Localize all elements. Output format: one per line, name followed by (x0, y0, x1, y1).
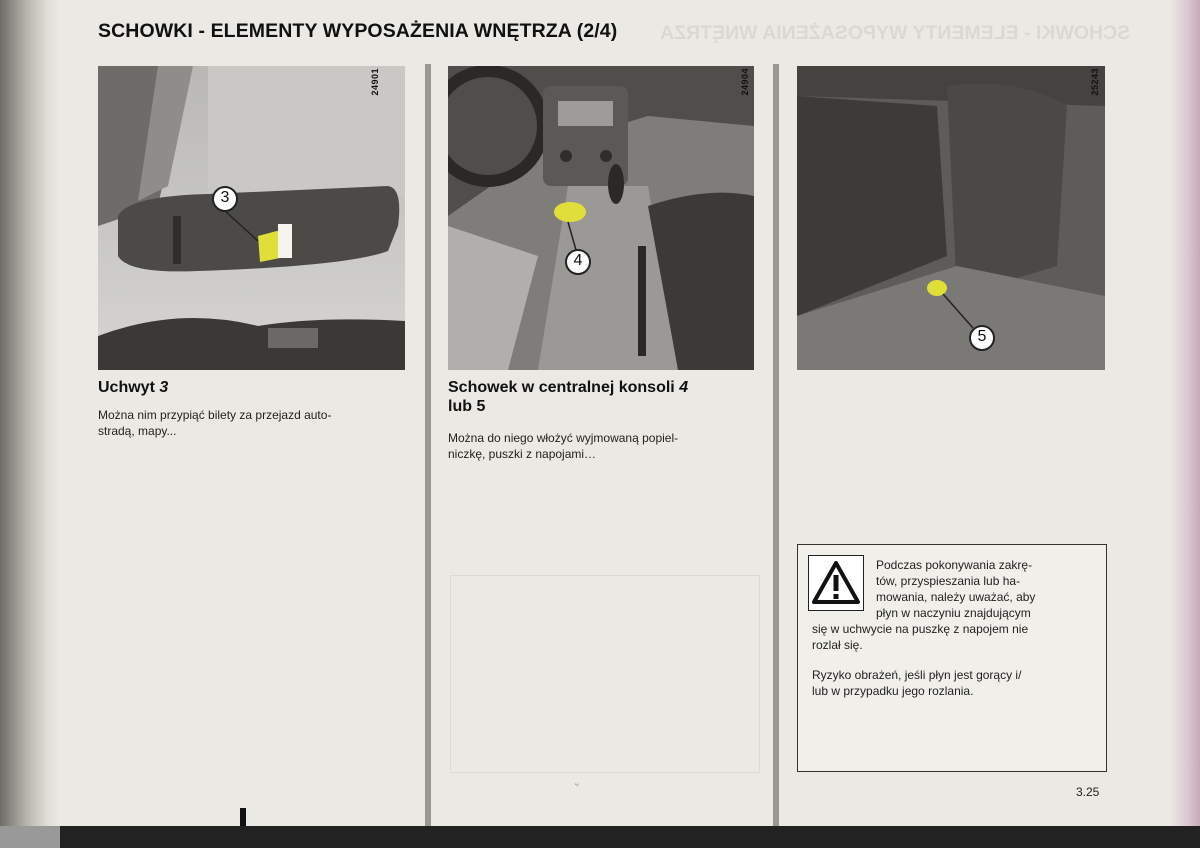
warning-text: się w uchwycie na puszkę z napojem nie rozlał się. (812, 622, 1029, 652)
photo-sun-visor (98, 66, 405, 370)
page-bottom-edge (0, 826, 60, 848)
photo-central-console (448, 66, 754, 370)
page-edge (1170, 0, 1200, 848)
warning-box (797, 544, 1107, 772)
section-text: Można nim przypiąć bilety za przejazd auto- stradą, mapy... (98, 408, 332, 438)
warning-text: Podczas pokonywania zakrę- tów, przyspieszania lub ha- mowania, należy uważać, aby płyn w naczyniu znajdującym (876, 558, 1036, 620)
page-number: 3.25 (1076, 785, 1100, 799)
book-spine (0, 0, 60, 848)
warning-triangle-icon (808, 555, 864, 611)
section-heading: Schowek w centralnej konsoli 4 lub 5 (448, 379, 689, 415)
print-mark: ᵕ (575, 780, 579, 791)
section-heading: Uchwyt 3 (98, 379, 169, 396)
image-ref: 24901 (370, 68, 380, 96)
callout-number: 3 (220, 189, 230, 206)
bleed-through-title: SCHOWKI - ELEMENTY WYPOSAŻENIA WNĘTRZA (660, 22, 1131, 44)
column-divider (773, 64, 779, 826)
section-text: Można do niego włożyć wyjmowaną popiel- niczkę, puszki z napojami… (448, 431, 679, 461)
page-title: SCHOWKI - ELEMENTY WYPOSAŻENIA WNĘTRZA (2/4) (98, 20, 618, 42)
print-bar-mark (240, 808, 246, 826)
image-ref: 24904 (740, 68, 750, 96)
page-bottom-edge (48, 826, 1200, 848)
warning-risk-text: Ryzyko obrażeń, jeśli płyn jest gorący i/ lub w przypadku jego rozlania. (812, 668, 1022, 698)
image-ref: 25243 (1090, 68, 1100, 96)
callout-number: 5 (977, 328, 987, 345)
photo-rear-door (797, 66, 1105, 370)
bleed-through-box (450, 575, 760, 773)
callout-number: 4 (573, 252, 583, 269)
column-divider (425, 64, 431, 826)
